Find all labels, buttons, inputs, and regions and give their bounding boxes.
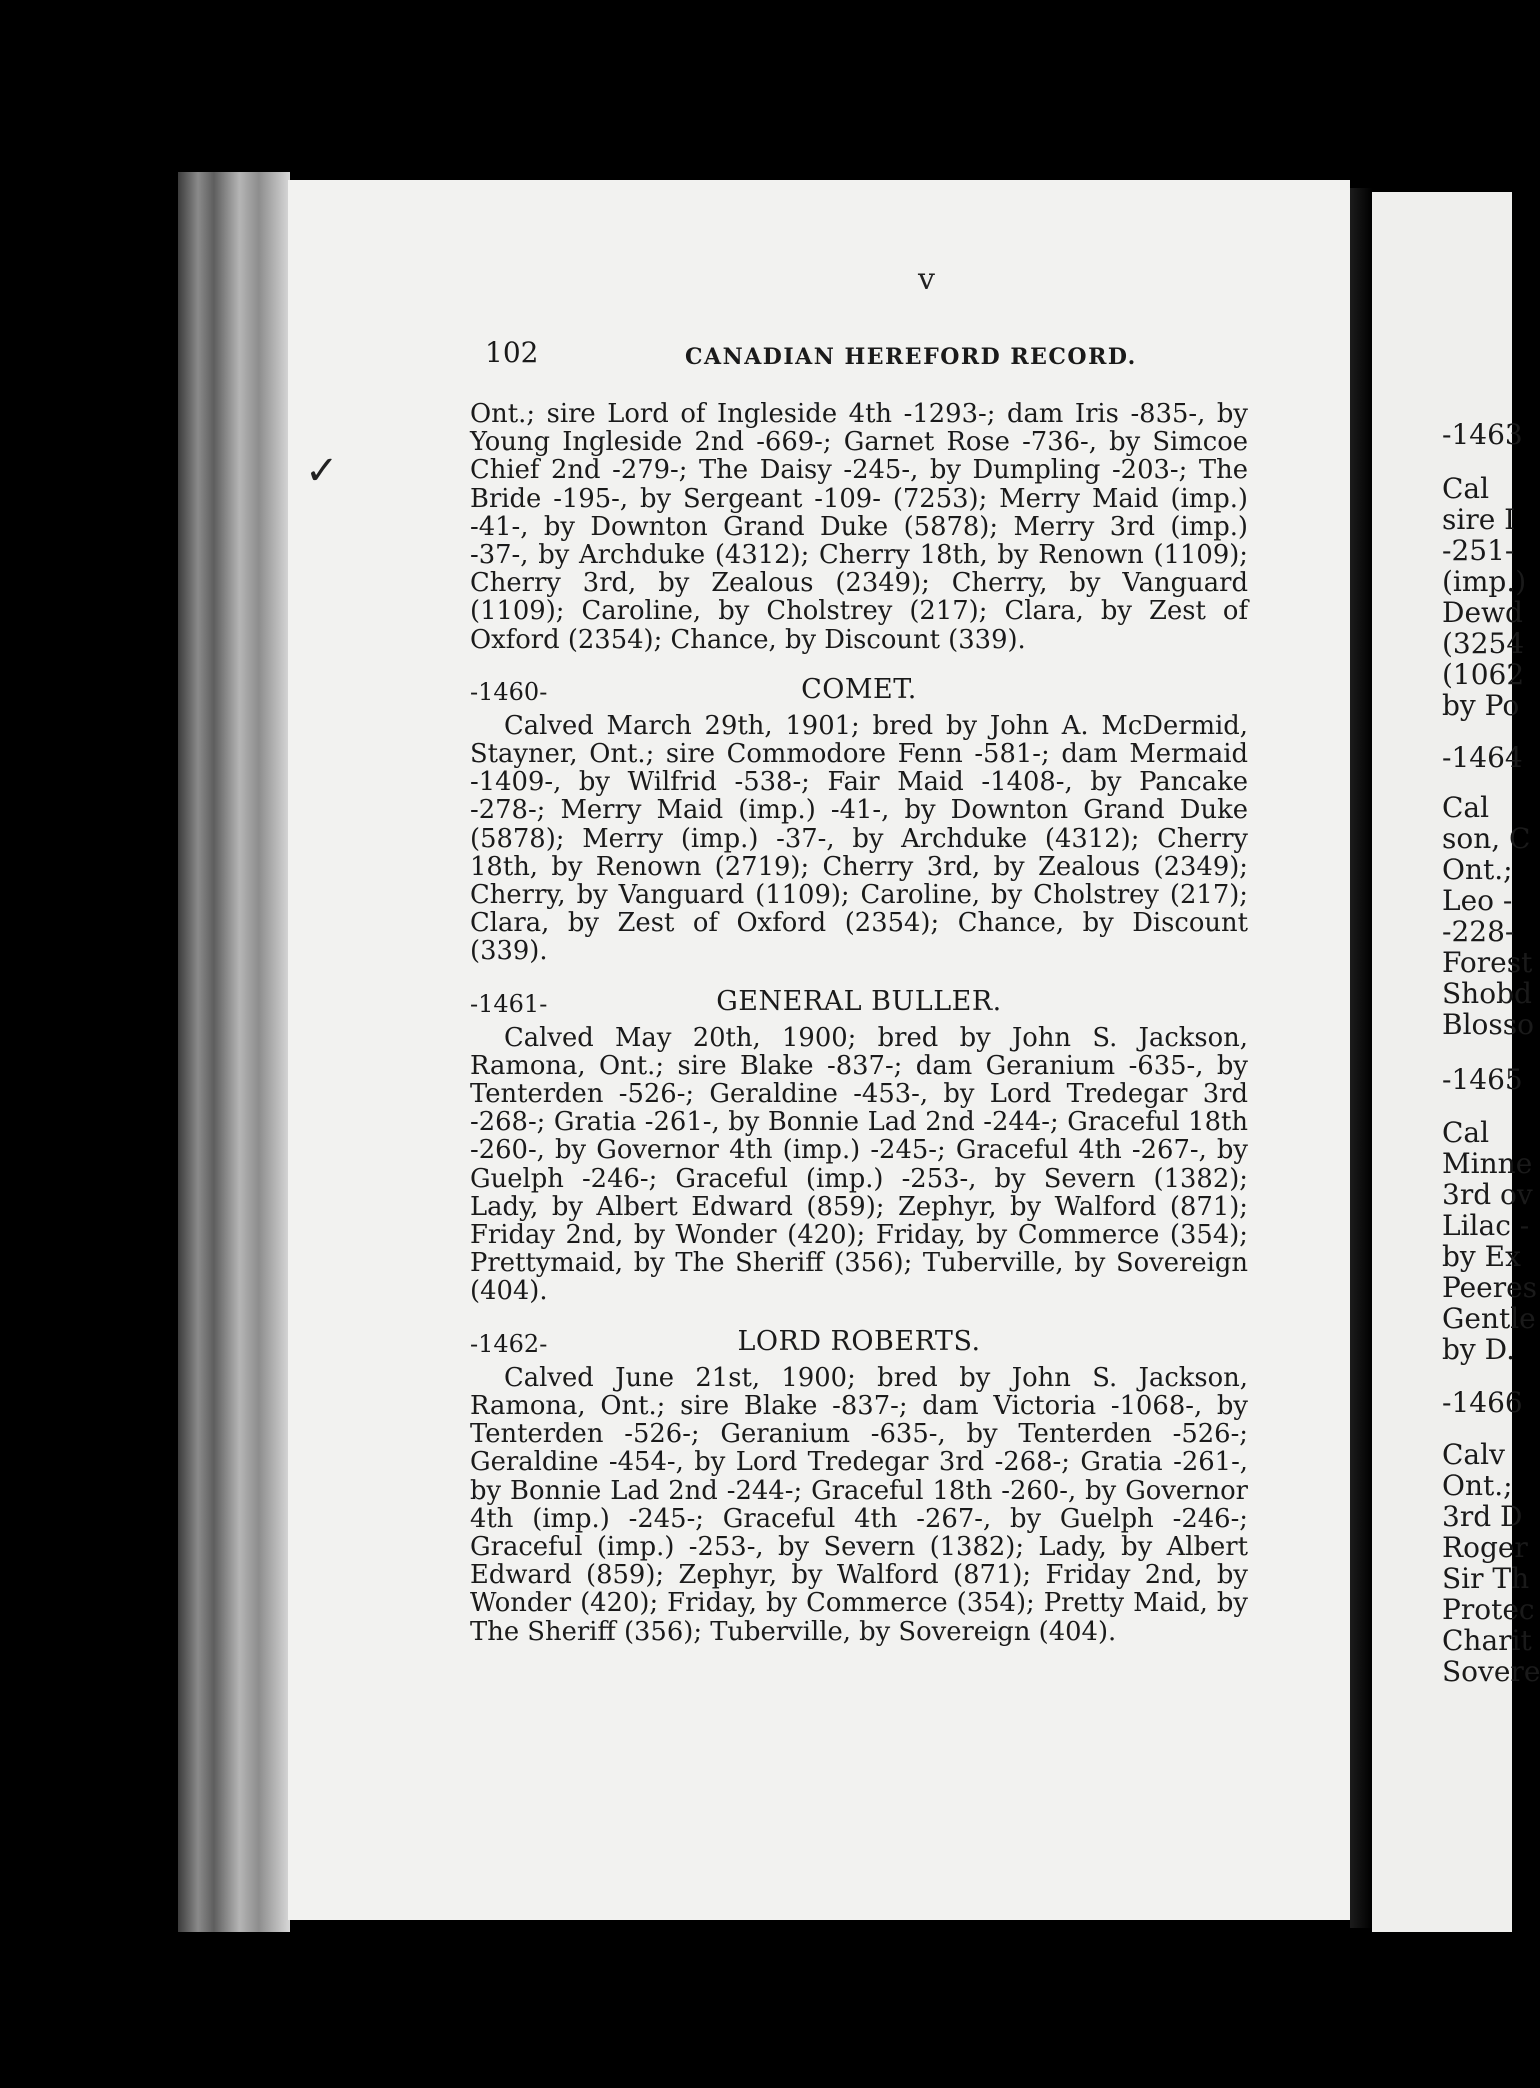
running-head [485,336,1315,376]
next-page-line: 3rd ov [1442,1178,1533,1211]
entry-text: Calved May 20th, 1900; bred by John S. Jackson, Ramona, Ont.; sire Blake -837-; dam Geranium -635-, by Tenterden -526-; Geraldine -453-, by Lord Tredegar 3rd -268-; Gratia -261-, by Bonnie Lad 2nd -244-; Graceful 18th -260-, by Governor 4th (imp.) -245-; Graceful 4th -267-, by Guelph -246-; Graceful (imp.) -253-, by Severn (1382); Lady, by Albert Edward (859); Zephyr, by Walford (871); Friday 2nd, by Wonder (420); Friday, by Commerce (354); Prettymaid, by The Sheriff (356); Tuberville, by Sovereign (404). [470,1022,1248,1307]
next-page-line: Sovere [1442,1655,1540,1688]
next-page-line: Peeres [1442,1271,1538,1304]
next-page-line: Lilac - [1442,1209,1530,1242]
next-page-line: Charit [1442,1624,1532,1657]
next-page-line: Ont.; [1442,853,1513,886]
entry-name: GENERAL BULLER. [716,985,1002,1017]
right-page-fragment [1372,192,1540,1932]
entry-heading [470,984,1248,1024]
next-page-line: Cal [1442,1116,1490,1149]
entry-name: COMET. [801,673,917,705]
next-page-line: (imp.) [1442,565,1527,598]
next-page-line: -1463 [1442,418,1523,451]
entry-number: -1460- [470,677,548,706]
next-page-line: Cal [1442,472,1490,505]
margin-check-mark: ✓ [305,448,339,494]
next-page-line: Cal [1442,791,1490,824]
next-page-line: -1465 [1442,1063,1523,1096]
next-page-line: (1062 [1442,658,1525,691]
next-page-line: son, C [1442,822,1531,855]
next-page-line: (3254 [1442,627,1525,660]
next-page-line: 3rd D [1442,1500,1523,1533]
next-page-line: Dewd [1442,596,1523,629]
entry-number: -1462- [470,1329,548,1358]
next-page-line: by D. [1442,1333,1515,1366]
next-page-line: Sir Th [1442,1562,1530,1595]
next-page-line: Ont.; [1442,1469,1513,1502]
next-page-line: by Po [1442,689,1520,722]
next-page-line: -1464 [1442,741,1523,774]
next-page-line: Roger [1442,1531,1528,1564]
next-page-line: -228- [1442,915,1515,948]
next-page-line: sire I [1442,503,1516,536]
next-page-line: Calv [1442,1438,1505,1471]
next-page-line: -1466 [1442,1386,1523,1419]
next-page-line: -251- [1442,534,1515,567]
next-page-line: Forest [1442,946,1533,979]
next-page-line: Minne [1442,1147,1533,1180]
next-page-line: Gentle [1442,1302,1536,1335]
entry-text: Calved March 29th, 1901; bred by John A. McDermid, Stayner, Ont.; sire Commodore Fenn -581-; dam Mermaid -1409-, by Wilfrid -538-; Fair Maid -1408-, by Pancake -278-; Merry Maid (imp.) -41-, by Downton Grand Duke (5878); Merry (imp.) -37-, by Archduke (4312); Cherry 18th, by Renown (2719); Cherry 3rd, by Zealous (2349); Cherry, by Vanguard (1109); Caroline, by Cholstrey (217); Clara, by Zest of Oxford (2354); Chance, by Discount (339). [470,710,1248,967]
next-page-line: Blosso [1442,1008,1534,1041]
entry-number: -1461- [470,989,548,1018]
entry-name: LORD ROBERTS. [737,1325,981,1357]
running-title: CANADIAN HEREFORD RECORD. [685,344,1137,370]
page-gutter [1350,188,1372,1928]
next-page-line: Leo - [1442,884,1513,917]
next-page-line: by Ex [1442,1240,1521,1273]
page-body [470,400,1248,1646]
entry-heading [470,1324,1248,1364]
next-page-line: Protec [1442,1593,1535,1626]
page-number: 102 [485,336,539,369]
entry-heading [470,672,1248,712]
pencil-check-mark: v [918,262,935,297]
entry-text: Calved June 21st, 1900; bred by John S. Jackson, Ramona, Ont.; sire Blake -837-; dam Victoria -1068-, by Tenterden -526-; Geranium -635-, by Tenterden -526-; Geraldine -454-, by Lord Tredegar 3rd -268-; Gratia -261-, by Bonnie Lad 2nd -244-; Graceful 18th -260-, by Governor 4th (imp.) -245-; Graceful 4th -267-, by Guelph -246-; Graceful (imp.) -253-, by Severn (1382); Lady, by Albert Edward (859); Zephyr, by Walford (871); Friday 2nd, by Wonder (420); Friday, by Commerce (354); Pretty Maid, by The Sheriff (356); Tuberville, by Sovereign (404). [470,1362,1248,1647]
continued-entry-text: Ont.; sire Lord of Ingleside 4th -1293-; dam Iris -835-, by Young Ingleside 2nd -669-; Garnet Rose -736-, by Simcoe Chief 2nd -279-; The Daisy -245-, by Dumpling -203-; The Bride -195-, by Sergeant -109- (7253); Merry Maid (imp.) -41-, by Downton Grand Duke (5878); Merry 3rd (imp.) -37-, by Archduke (4312); Cherry 18th, by Renown (1109); Cherry 3rd, by Zealous (2349); Cherry, by Vanguard (1109); Caroline, by Cholstrey (217); Clara, by Zest of Oxford (2354); Chance, by Discount (339). [470,399,1248,655]
book-spine-edge [178,172,290,1932]
next-page-line: Shobd [1442,977,1532,1010]
